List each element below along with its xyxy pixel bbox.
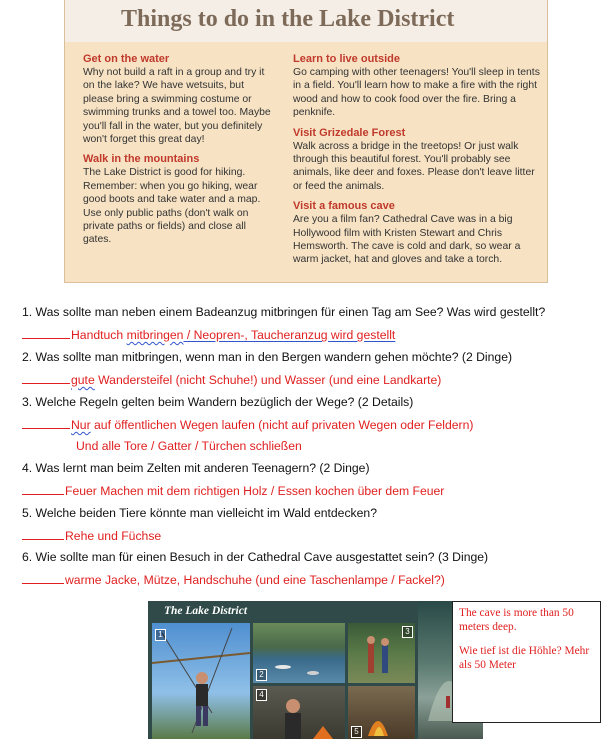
section-text: Why not build a raft in a group and try it on the lake? We have wetsuits, but please bring a swimming costume or swimming trunks and a towel too. Maybe you'll fall in the water, but you definitely won't forget this great day! (83, 67, 271, 146)
photo-tile-rope-course (152, 623, 250, 739)
question-5: 5. Welche beiden Tiere könnte man vielleicht im Wald entdecken? (22, 506, 377, 520)
rope-course-illustration (152, 623, 250, 739)
answer-marked-word: mitbringen (126, 328, 184, 342)
answer-4 (22, 483, 444, 498)
tile-number: 1 (155, 629, 166, 641)
note-line-2: Wie tief ist die Höhle? Mehr als 50 Meter (459, 645, 590, 671)
section-text: Are you a film fan? Cathedral Cave was in a big Hollywood film with Kristen Stewart and Chris Hemsworth. The cave is cold and dark, so wear a warm jacket, hat and gloves and take a torch. (293, 214, 521, 266)
answer-marked-word: Nur (71, 418, 91, 432)
photo-tile-campfire (348, 686, 415, 739)
answer-blank (22, 528, 64, 540)
section-heading: Learn to live outside (293, 53, 400, 65)
answer-blank (22, 417, 70, 429)
section-heading: Visit Grizedale Forest (293, 126, 406, 139)
answer-marked-word: gute (71, 373, 95, 387)
answer-text: Handtuch (71, 328, 127, 342)
answer-6 (22, 572, 445, 587)
question-4: 4. Was lernt man beim Zelten mit anderen Teenagern? (2 Dinge) (22, 461, 370, 475)
card-title: Things to do in the Lake District (121, 6, 455, 32)
section-text: Walk across a bridge in the treetops! Or just walk through this beautiful forest. You'll probably see animals, like deer and foxes. Please don't leave litter or feed the animals. (293, 140, 535, 192)
answer-3-line-2: Und alle Tore / Gatter / Türchen schließen (76, 439, 302, 453)
card-column-right (293, 50, 543, 273)
card-header (65, 0, 547, 42)
photo-tile-camping (253, 686, 345, 739)
answer-5 (22, 528, 161, 543)
section-heading: Visit a famous cave (293, 200, 395, 213)
photo-title: The Lake District (164, 605, 248, 617)
photo-tile-lake (253, 623, 345, 683)
card-column-left (83, 50, 273, 253)
answer-blank (22, 572, 64, 584)
section-heading: Walk in the mountains (83, 153, 200, 166)
answer-text: Wandersteifel (nicht Schuhe!) und Wasser (und eine Landkarte) (94, 373, 442, 387)
photo-tile-forest-walk (348, 623, 415, 683)
lake-district-photo (148, 601, 483, 739)
tile-number: 3 (402, 626, 413, 638)
answer-3 (22, 417, 473, 432)
answer-text: Rehe und Füchse (65, 529, 162, 543)
answer-text: Feuer Machen mit dem richtigen Holz / Essen kochen über dem Feuer (65, 484, 445, 498)
note-box (452, 601, 601, 723)
tile-number: 4 (256, 689, 267, 701)
question-2: 2. Was sollte man mitbringen, wenn man in den Bergen wandern gehen möchte? (2 Dinge) (22, 350, 513, 364)
activities-card (64, 0, 548, 283)
answer-text: warme Jacke, Mütze, Handschuhe (und eine Taschenlampe / Fackel?) (65, 573, 445, 587)
answer-blank (22, 327, 70, 339)
question-1: 1. Was sollte man neben einem Badeanzug mitbringen für einen Tag am See? Was wird gestellt? (22, 305, 546, 319)
answer-1 (22, 327, 395, 342)
answer-blank (22, 372, 70, 384)
note-line-1: The cave is more than 50 meters deep. (459, 607, 574, 633)
tile-number: 5 (351, 726, 362, 738)
question-3: 3. Welche Regeln gelten beim Wandern bezüglich der Wege? (2 Details) (22, 395, 414, 409)
question-6: 6. Wie sollte man für einen Besuch in der Cathedral Cave ausgestattet sein? (3 Dinge) (22, 550, 489, 564)
tile-number: 2 (256, 669, 267, 681)
answer-blank (22, 483, 64, 495)
answer-2 (22, 372, 441, 387)
answer-text: / Neopren-, Taucheranzug wird gestellt (183, 328, 396, 342)
answer-text: auf öffentlichen Wegen laufen (nicht auf privaten Wegen oder Feldern) (90, 418, 474, 432)
section-heading: Get on the water (83, 53, 170, 65)
section-text: The Lake District is good for hiking. Remember: when you go hiking, wear good boots and take water and a map. Use only public paths (don't walk on private paths or fields) and close all gates. (83, 167, 261, 246)
section-text: Go camping with other teenagers! You'll sleep in tents in a field. You'll learn how to make a fire with the right wood and how to cook food over the fire. Bring a penknife. (293, 67, 540, 119)
